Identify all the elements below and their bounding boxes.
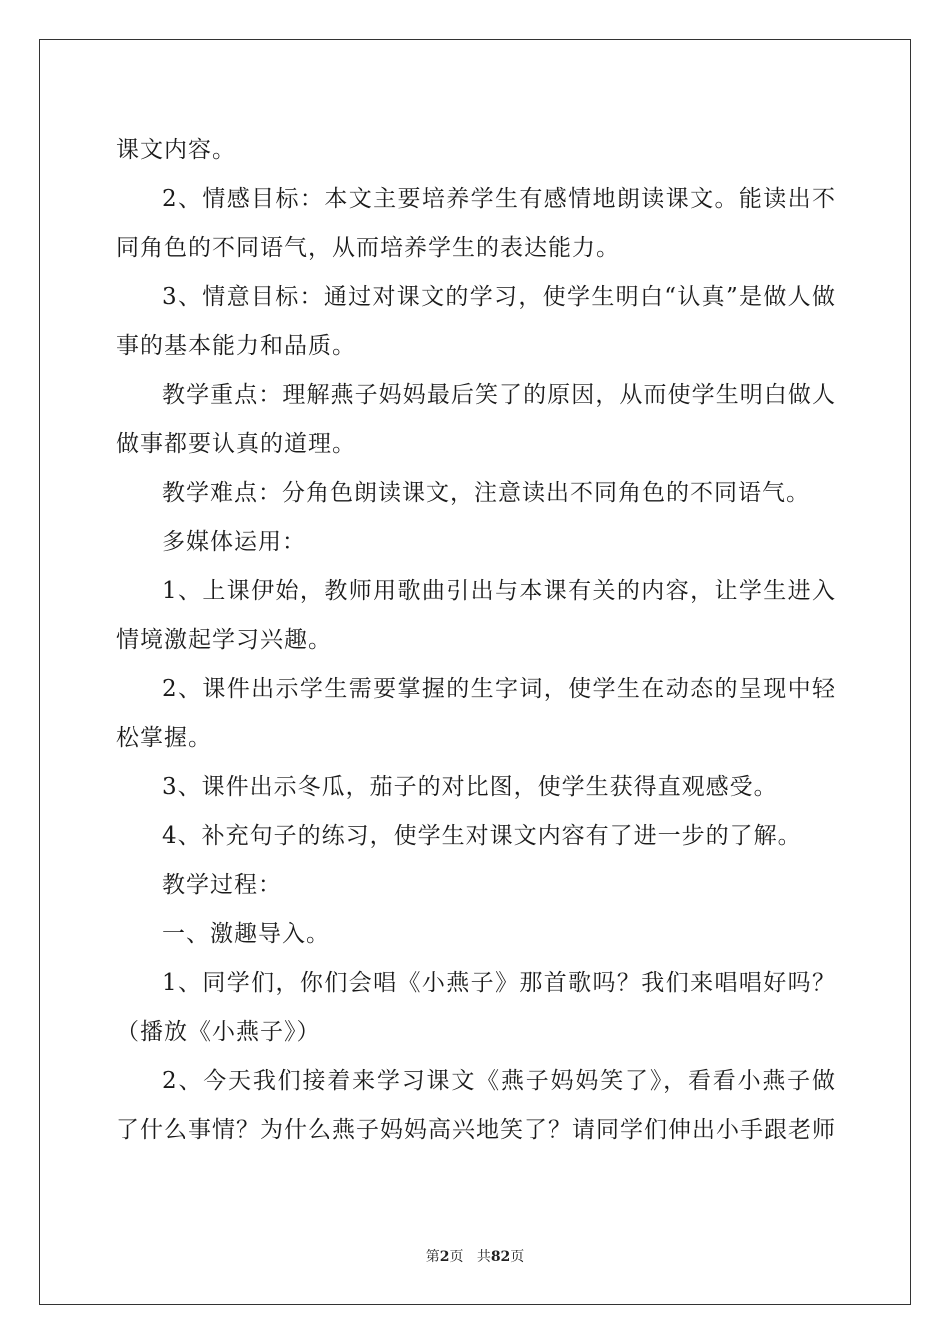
paragraph: 教学难点：分角色朗读课文，注意读出不同角色的不同语气。 <box>162 480 810 506</box>
paragraph: 多媒体运用： <box>162 529 306 555</box>
paragraph: 教学过程： <box>162 872 282 898</box>
paragraph: 课文内容。 <box>116 137 236 163</box>
paragraph: 2、课件出示学生需要掌握的生字词，使学生在动态的呈现中轻松掌握。 <box>116 676 836 751</box>
paragraph: 1、同学们，你们会唱《小燕子》那首歌吗？我们来唱唱好吗？（播放《小燕子》） <box>116 970 836 1045</box>
page-number: 2 <box>439 1249 450 1265</box>
total-prefix: 共 <box>476 1249 491 1265</box>
paragraph: 教学重点：理解燕子妈妈最后笑了的原因，从而使学生明白做人做事都要认真的道理。 <box>116 382 836 457</box>
paragraph: 一、激趣导入。 <box>162 921 330 947</box>
total-suffix: 页 <box>510 1249 525 1265</box>
paragraph: 3、课件出示冬瓜，茄子的对比图，使学生获得直观感受。 <box>162 774 778 800</box>
page-footer <box>0 1246 950 1266</box>
paragraph: 2、情感目标：本文主要培养学生有感情地朗读课文。能读出不同角色的不同语气，从而培养学生的表达能力。 <box>116 186 836 261</box>
paragraph: 1、上课伊始，教师用歌曲引出与本课有关的内容，让学生进入情境激起学习兴趣。 <box>116 578 836 653</box>
document-body <box>116 126 836 1155</box>
paragraph: 2、今天我们接着来学习课文《燕子妈妈笑了》，看看小燕子做了什么事情？为什么燕子妈妈高兴地笑了？请同学们伸出小手跟老师 <box>116 1068 836 1143</box>
total-pages: 82 <box>490 1249 511 1265</box>
page-suffix: 页 <box>449 1249 464 1265</box>
paragraph: 4、补充句子的练习，使学生对课文内容有了进一步的了解。 <box>162 823 802 849</box>
page-prefix: 第 <box>425 1249 440 1265</box>
paragraph: 3、情意目标：通过对课文的学习，使学生明白“认真”是做人做事的基本能力和品质。 <box>116 284 836 359</box>
